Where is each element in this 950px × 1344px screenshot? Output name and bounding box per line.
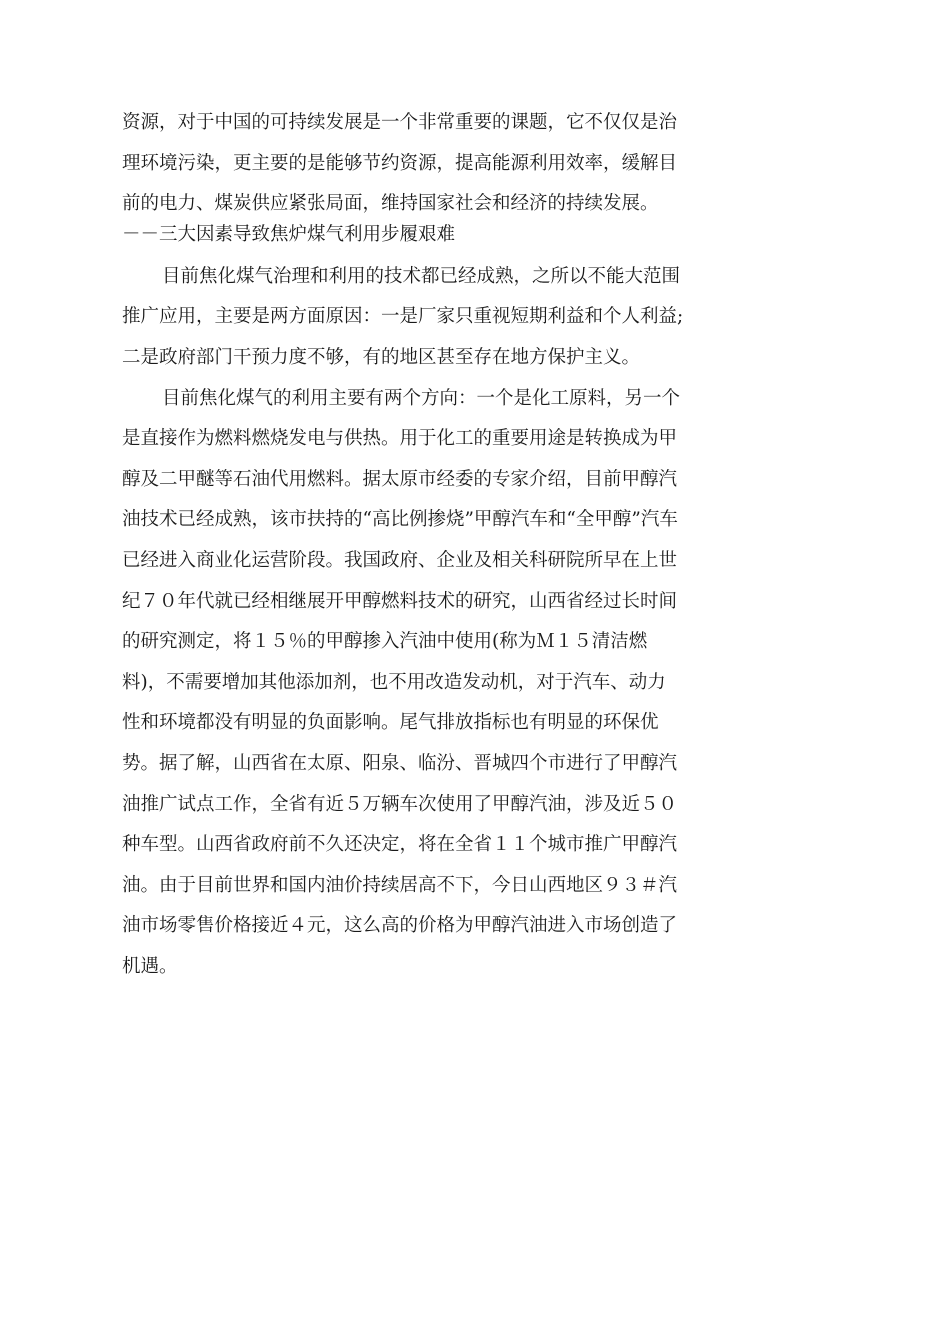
text-line: 料)，不需要增加其他添加剂，也不用改造发动机，对于汽车、动力	[122, 671, 666, 693]
text-line: 已经进入商业化运营阶段。我国政府、企业及相关科研院所早在上世	[122, 549, 678, 571]
paragraph-2	[122, 379, 688, 988]
text-line: 醇及二甲醚等石油代用燃料。据太原市经委的专家介绍，目前甲醇汽	[122, 468, 678, 490]
text-line: 机遇。	[122, 955, 178, 977]
text-line: 前的电力、煤炭供应紧张局面，维持国家社会和经济的持续发展。	[122, 193, 659, 215]
text-line: 目前焦化煤气的利用主要有两个方向：一个是化工原料，另一个	[162, 387, 681, 409]
intro-paragraph	[122, 103, 688, 225]
text-line: 的研究测定，将１５％的甲醇掺入汽油中使用(称为Ｍ１５清洁燃	[122, 631, 648, 653]
text-line: 种车型。山西省政府前不久还决定，将在全省１１个城市推广甲醇汽	[122, 834, 678, 856]
text-line: 油技术已经成熟，该市扶持的“高比例掺烧”甲醇汽车和“全甲醇”汽车	[122, 509, 678, 531]
section-heading: －－三大因素导致焦炉煤气利用步履艰难	[122, 223, 456, 245]
text-line: 是直接作为燃料燃烧发电与供热。用于化工的重要用途是转换成为甲	[122, 428, 678, 450]
text-line: 纪７０年代就已经相继展开甲醇燃料技术的研究，山西省经过长时间	[122, 590, 678, 612]
text-line: 势。据了解，山西省在太原、阳泉、临汾、晋城四个市进行了甲醇汽	[122, 752, 678, 774]
text-line: 推广应用，主要是两方面原因：一是厂家只重视短期利益和个人利益;	[122, 306, 684, 328]
text-line: 资源，对于中国的可持续发展是一个非常重要的课题，它不仅仅是治	[122, 112, 678, 133]
text-line: 目前焦化煤气治理和利用的技术都已经成熟，之所以不能大范围	[162, 265, 681, 287]
text-line: 性和环境都没有明显的负面影响。尾气排放指标也有明显的环保优	[122, 712, 659, 734]
paragraph-1	[122, 257, 688, 379]
text-line: 油市场零售价格接近４元，这么高的价格为甲醇汽油进入市场创造了	[122, 915, 678, 937]
text-line: 油推广试点工作，全省有近５万辆车次使用了甲醇汽油，涉及近５０	[122, 793, 678, 815]
text-line: 理环境污染，更主要的是能够节约资源，提高能源利用效率，缓解目	[122, 152, 678, 174]
text-line: 二是政府部门干预力度不够，有的地区甚至存在地方保护主义。	[122, 346, 641, 368]
text-line: 油。由于目前世界和国内油价持续居高不下，今日山西地区９３＃汽	[122, 874, 678, 896]
document-body	[122, 103, 688, 987]
